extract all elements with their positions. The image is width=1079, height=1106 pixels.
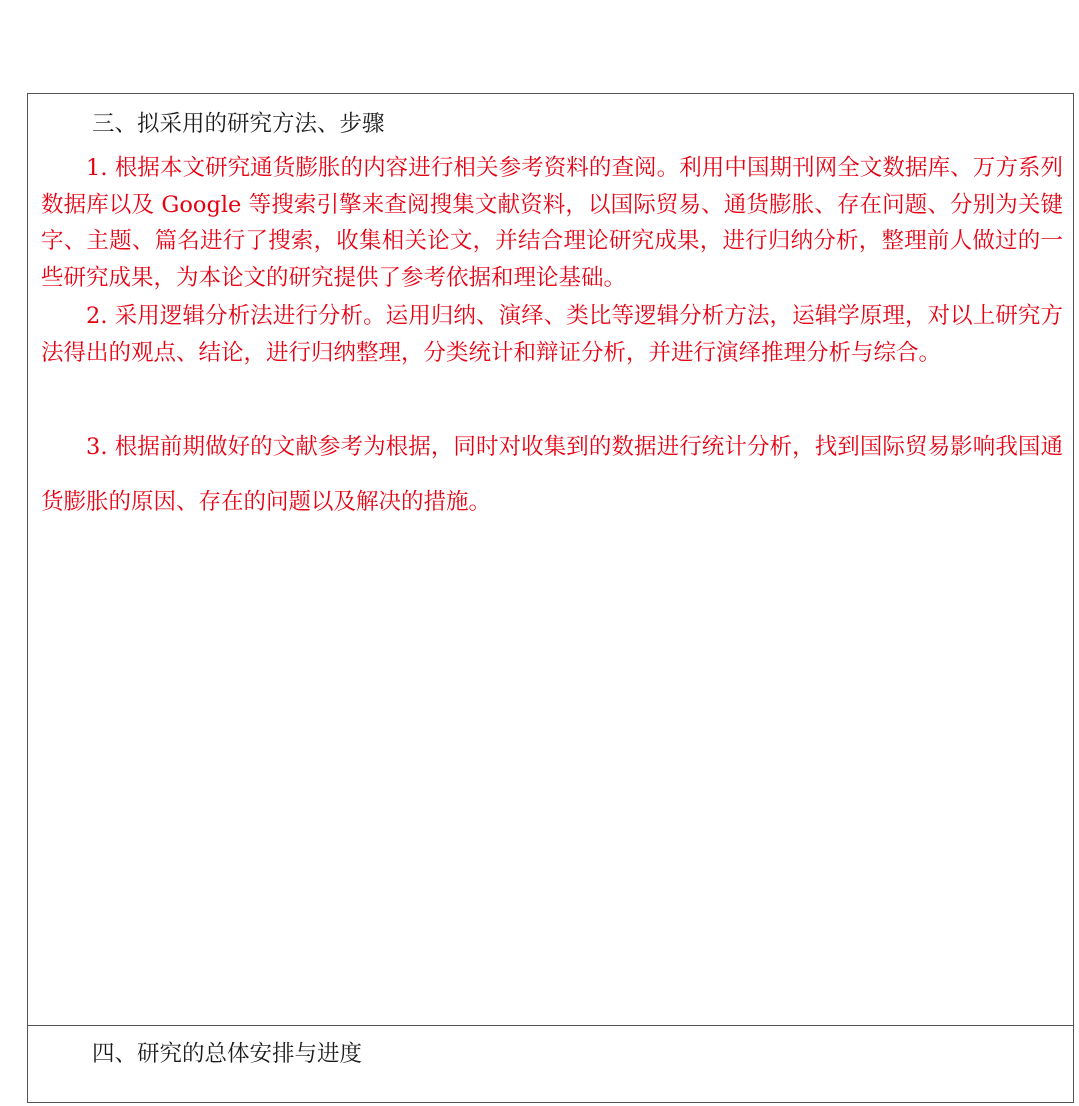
method-paragraph-3: 3. 根据前期做好的文献参考为根据，同时对收集到的数据进行统计分析，找到国际贸易影响我国通货膨胀的原因、存在的问题以及解决的措施。 [41, 434, 1063, 515]
form-table [27, 93, 1074, 1103]
method-paragraph-1: 1. 根据本文研究通货膨胀的内容进行相关参考资料的查阅。利用中国期刊网全文数据库、万方系列数据库以及 Google 等搜索引擎来查阅搜集文献资料，以国际贸易、通货膨胀、存在问题、分别为关键字、主题、篇名进行了搜索，收集相关论文，并结合理论研究成果，进行归纳分析，整理前人做过的一些研究成果，为本论文的研究提供了参考依据和理论基础。 [41, 155, 1063, 291]
method-paragraph-2: 2. 采用逻辑分析法进行分析。运用归纳、演绎、类比等逻辑分析方法，运辑学原理，对以上研究方法得出的观点、结论，进行归纳整理，分类统计和辩证分析，并进行演绎推理分析与综合。 [41, 303, 1063, 366]
schedule-section [28, 1026, 1073, 1106]
research-methods-heading: 三、拟采用的研究方法、步骤 [92, 111, 385, 137]
research-methods-section [28, 94, 1073, 1026]
schedule-heading: 四、研究的总体安排与进度 [92, 1041, 363, 1067]
